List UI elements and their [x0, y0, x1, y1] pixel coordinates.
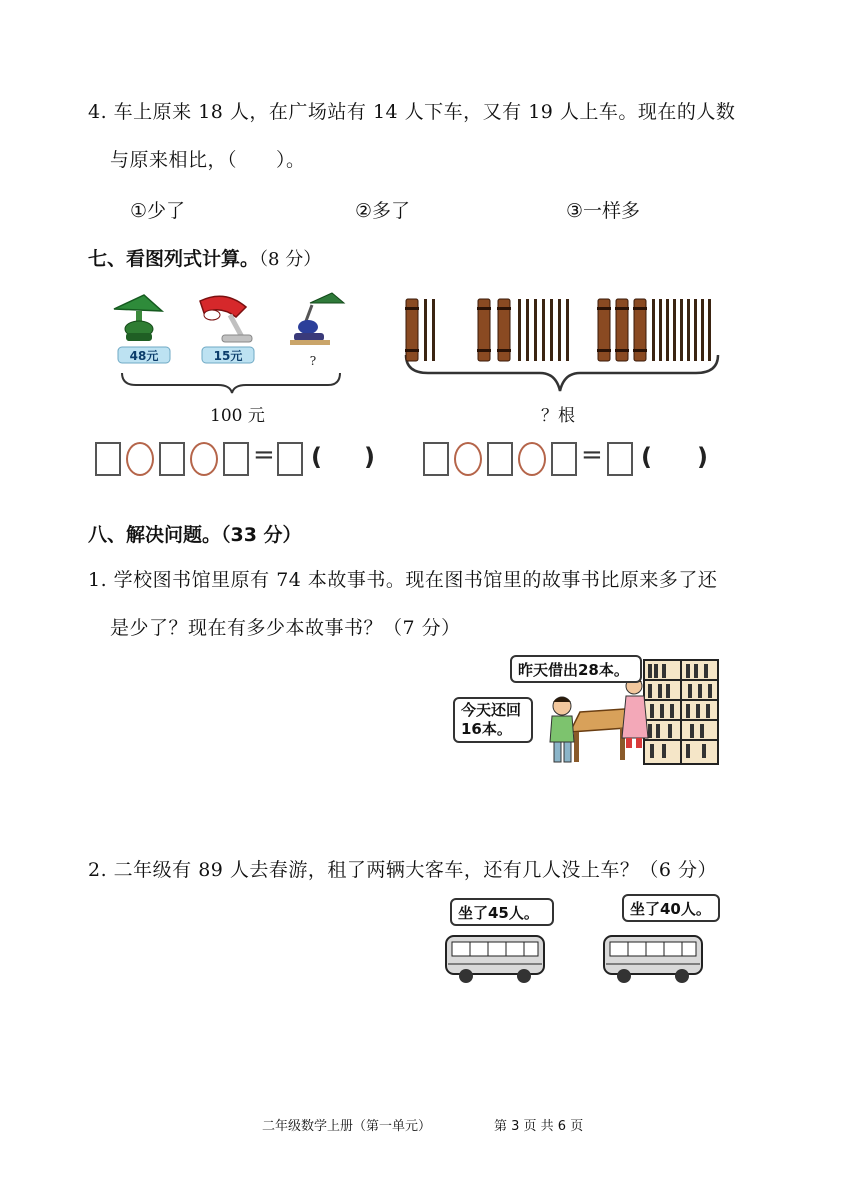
result-box[interactable]	[277, 442, 303, 476]
stick-bundle-icon	[633, 299, 647, 361]
answer-box-2[interactable]	[159, 442, 185, 476]
answer-box-3[interactable]	[223, 442, 249, 476]
single-stick-icon	[687, 299, 690, 361]
bubble-returned-line2: 16本。	[461, 720, 512, 738]
equals-sign: =	[581, 440, 603, 470]
footer-page-number: 第 3 页 共 6 页	[494, 1119, 584, 1134]
p1-line2: 是少了？现在有多少本故事书？（7 分）	[110, 617, 461, 639]
answer-box-3[interactable]	[551, 442, 577, 476]
red-lamp-icon	[200, 296, 252, 342]
lamp2-price: 15元	[213, 349, 243, 363]
section7-points: （8 分）	[259, 249, 322, 270]
bubble-returned-line1: 今天还回	[461, 701, 522, 719]
price-tag-15	[202, 347, 254, 363]
stick-bundle-icon	[597, 299, 611, 361]
lamps-total: 100 元	[210, 406, 265, 426]
section7-title: 七、看图列式计算。	[88, 248, 260, 270]
speech-bubble-borrowed: 昨天借出28本。	[510, 655, 642, 683]
lamps-brace	[122, 373, 340, 393]
p2-line1: 2. 二年级有 89 人去春游，租了两辆大客车，还有几人没上车？（6 分）	[88, 859, 718, 881]
q4-option-1: ①少了	[130, 200, 186, 222]
answer-box-1[interactable]	[95, 442, 121, 476]
single-stick-icon	[550, 299, 553, 361]
single-stick-icon	[518, 299, 521, 361]
single-stick-icon	[566, 299, 569, 361]
operator-circle-2[interactable]	[518, 442, 546, 476]
speech-bubble-returned	[453, 697, 533, 743]
single-stick-icon	[701, 299, 704, 361]
green-lamp-icon	[114, 295, 162, 341]
unit-blank[interactable]	[324, 448, 360, 472]
single-stick-icon	[708, 299, 711, 361]
bookshelf-icon	[644, 660, 718, 764]
single-stick-icon	[652, 299, 655, 361]
lamp3-unknown-price: ?	[309, 354, 317, 368]
single-stick-icon	[558, 299, 561, 361]
operator-circle-1[interactable]	[126, 442, 154, 476]
unit-paren-close: )	[364, 443, 375, 471]
answer-box-1[interactable]	[423, 442, 449, 476]
blue-lamp-icon	[290, 293, 344, 345]
q4-option-2: ②多了	[355, 200, 411, 222]
price-tag-48	[118, 347, 170, 363]
lamp1-price: 48元	[129, 349, 159, 363]
operator-circle-2[interactable]	[190, 442, 218, 476]
boy-icon	[550, 697, 574, 762]
single-stick-icon	[659, 299, 662, 361]
unit-blank[interactable]	[654, 448, 694, 472]
unit-paren-close: )	[697, 443, 708, 471]
single-stick-icon	[432, 299, 435, 361]
section8-title: 八、解决问题。（33 分）	[88, 524, 302, 546]
answer-box-2[interactable]	[487, 442, 513, 476]
q4-option-3: ③一样多	[566, 200, 641, 222]
single-stick-icon	[694, 299, 697, 361]
footer-subject: 二年级数学上册（第一单元）	[262, 1119, 432, 1134]
stick-bundle-icon	[405, 299, 419, 361]
stick-bundle-icon	[615, 299, 629, 361]
q4-line2: 与原来相比，（ ）。	[110, 149, 306, 171]
bus-2-icon	[598, 930, 708, 990]
single-stick-icon	[673, 299, 676, 361]
unit-paren-open: (	[311, 443, 322, 471]
unit-paren-open: (	[641, 443, 652, 471]
sticks-total: ？根	[541, 406, 575, 426]
single-stick-icon	[526, 299, 529, 361]
speech-bubble-bus1: 坐了45人。	[450, 898, 554, 926]
bus-1-icon	[440, 930, 550, 990]
result-box[interactable]	[607, 442, 633, 476]
p1-line1: 1. 学校图书馆里原有 74 本故事书。现在图书馆里的故事书比原来多了还	[88, 569, 718, 591]
section7-heading	[88, 244, 321, 271]
single-stick-icon	[534, 299, 537, 361]
sticks-brace	[406, 355, 718, 391]
lamps-illustration	[100, 285, 360, 395]
single-stick-icon	[424, 299, 427, 361]
speech-bubble-bus2: 坐了40人。	[622, 894, 720, 922]
single-stick-icon	[680, 299, 683, 361]
single-stick-icon	[666, 299, 669, 361]
sticks-illustration	[400, 293, 725, 398]
single-stick-icon	[542, 299, 545, 361]
q4-line1: 4. 车上原来 18 人，在广场站有 14 人下车，又有 19 人上车。现在的人数	[88, 101, 736, 123]
equals-sign: =	[253, 440, 275, 470]
operator-circle-1[interactable]	[454, 442, 482, 476]
stick-bundle-icon	[477, 299, 491, 361]
stick-bundle-icon	[497, 299, 511, 361]
